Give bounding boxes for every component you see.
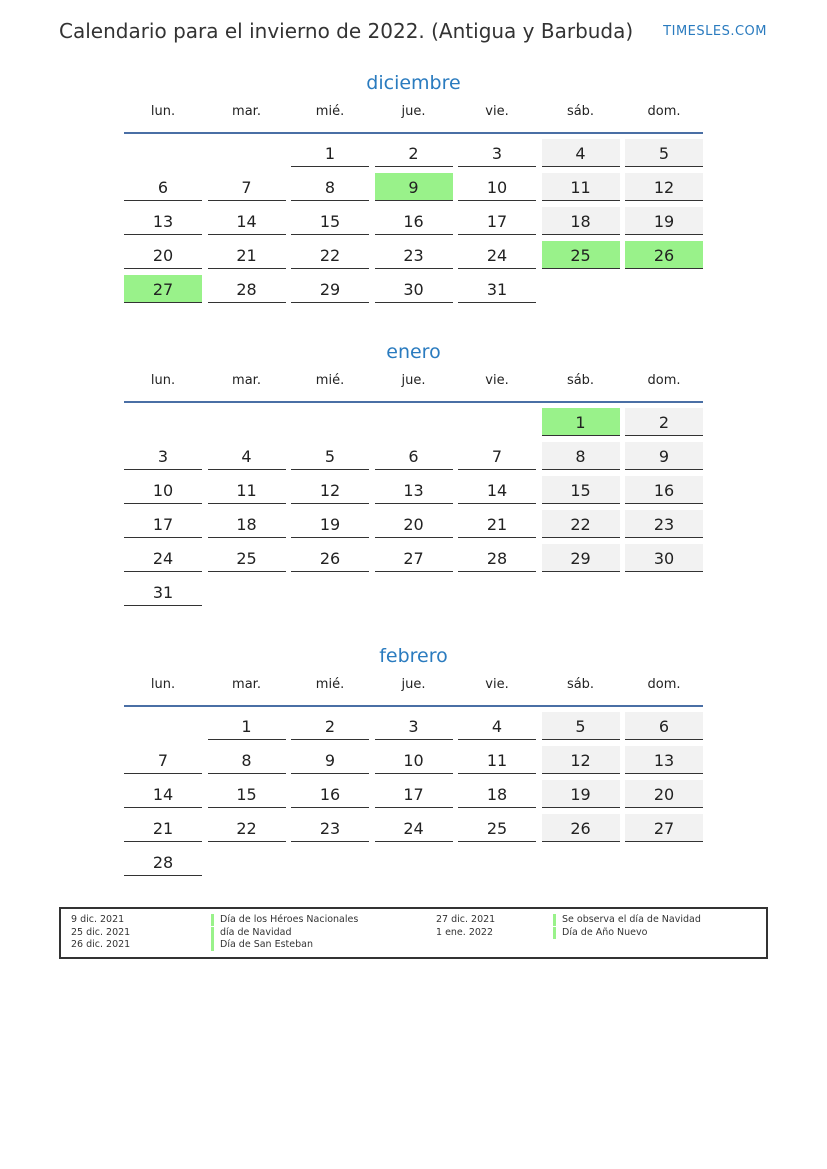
day-cell: 27 <box>375 544 453 572</box>
day-cell: 15 <box>291 207 369 235</box>
day-cell: 25 <box>458 814 536 842</box>
weekday-label: lun. <box>150 677 176 692</box>
weekday-label: sáb. <box>566 677 595 692</box>
weekday-label: mar. <box>232 104 261 119</box>
holiday-day-cell: 26 <box>625 241 703 269</box>
legend-date: 26 dic. 2021 <box>71 939 131 950</box>
weekday-label: jue. <box>401 104 426 119</box>
month-title: diciembre <box>366 72 461 94</box>
day-cell: 30 <box>625 544 703 572</box>
day-cell: 29 <box>291 275 369 303</box>
weekday-label: dom. <box>647 677 681 692</box>
day-cell: 17 <box>124 510 202 538</box>
weekday-header <box>124 104 703 132</box>
empty-cell <box>124 712 202 740</box>
day-cell: 16 <box>625 476 703 504</box>
day-cell: 7 <box>458 442 536 470</box>
month-block <box>124 337 703 606</box>
day-cell: 21 <box>458 510 536 538</box>
weekday-label: vie. <box>485 104 509 119</box>
day-cell: 16 <box>375 207 453 235</box>
holiday-day-cell: 27 <box>124 275 202 303</box>
day-cell: 7 <box>208 173 286 201</box>
day-cell: 2 <box>291 712 369 740</box>
day-cell: 19 <box>291 510 369 538</box>
day-cell: 4 <box>542 139 620 167</box>
day-cell: 14 <box>124 780 202 808</box>
day-cell: 23 <box>291 814 369 842</box>
day-grid <box>124 408 703 606</box>
empty-cell <box>208 408 286 436</box>
empty-cell <box>375 408 453 436</box>
day-cell: 9 <box>625 442 703 470</box>
day-cell: 11 <box>542 173 620 201</box>
day-cell: 25 <box>208 544 286 572</box>
weekday-label: sáb. <box>566 373 595 388</box>
empty-cell <box>458 408 536 436</box>
empty-cell <box>208 139 286 167</box>
legend-holiday-name: Día de los Héroes Nacionales <box>211 914 358 926</box>
day-cell: 22 <box>208 814 286 842</box>
weekday-label: vie. <box>485 677 509 692</box>
day-cell: 24 <box>458 241 536 269</box>
day-cell: 19 <box>542 780 620 808</box>
holiday-legend <box>59 907 768 959</box>
header-divider <box>124 132 703 134</box>
day-cell: 5 <box>625 139 703 167</box>
month-title: enero <box>386 341 441 363</box>
day-cell: 28 <box>458 544 536 572</box>
weekday-label: mar. <box>232 373 261 388</box>
weekday-label: mar. <box>232 677 261 692</box>
day-cell: 28 <box>208 275 286 303</box>
day-cell: 18 <box>458 780 536 808</box>
day-cell: 3 <box>124 442 202 470</box>
legend-holiday-name: Día de Año Nuevo <box>553 927 647 939</box>
legend-holiday-name: Se observa el día de Navidad <box>553 914 701 926</box>
day-cell: 10 <box>375 746 453 774</box>
header-divider <box>124 705 703 707</box>
day-cell: 20 <box>625 780 703 808</box>
day-cell: 19 <box>625 207 703 235</box>
day-cell: 17 <box>458 207 536 235</box>
day-cell: 7 <box>124 746 202 774</box>
day-cell: 4 <box>208 442 286 470</box>
weekday-label: dom. <box>647 104 681 119</box>
legend-date: 25 dic. 2021 <box>71 927 131 938</box>
day-cell: 6 <box>375 442 453 470</box>
day-cell: 28 <box>124 848 202 876</box>
day-cell: 12 <box>625 173 703 201</box>
day-cell: 15 <box>542 476 620 504</box>
day-cell: 8 <box>208 746 286 774</box>
day-cell: 24 <box>375 814 453 842</box>
day-cell: 3 <box>375 712 453 740</box>
day-cell: 11 <box>208 476 286 504</box>
day-cell: 14 <box>208 207 286 235</box>
day-cell: 23 <box>375 241 453 269</box>
empty-cell <box>124 139 202 167</box>
day-cell: 14 <box>458 476 536 504</box>
day-cell: 9 <box>291 746 369 774</box>
weekday-label: vie. <box>485 373 509 388</box>
day-cell: 1 <box>208 712 286 740</box>
day-cell: 10 <box>124 476 202 504</box>
weekday-label: dom. <box>647 373 681 388</box>
day-cell: 30 <box>375 275 453 303</box>
day-cell: 15 <box>208 780 286 808</box>
day-cell: 12 <box>291 476 369 504</box>
day-cell: 2 <box>625 408 703 436</box>
legend-date: 27 dic. 2021 <box>436 914 496 925</box>
empty-cell <box>124 408 202 436</box>
holiday-day-cell: 9 <box>375 173 453 201</box>
day-cell: 31 <box>124 578 202 606</box>
month-block <box>124 641 703 876</box>
legend-holiday-name: Día de San Esteban <box>211 939 313 951</box>
weekday-label: jue. <box>401 373 426 388</box>
day-cell: 18 <box>542 207 620 235</box>
day-cell: 31 <box>458 275 536 303</box>
weekday-label: sáb. <box>566 104 595 119</box>
weekday-label: lun. <box>150 373 176 388</box>
header-divider <box>124 401 703 403</box>
legend-holiday-name: día de Navidad <box>211 927 291 939</box>
weekday-label: lun. <box>150 104 176 119</box>
day-cell: 3 <box>458 139 536 167</box>
holiday-day-cell: 25 <box>542 241 620 269</box>
month-title: febrero <box>379 645 448 667</box>
day-cell: 13 <box>375 476 453 504</box>
day-cell: 20 <box>124 241 202 269</box>
day-cell: 10 <box>458 173 536 201</box>
day-cell: 23 <box>625 510 703 538</box>
legend-date: 9 dic. 2021 <box>71 914 125 925</box>
day-cell: 24 <box>124 544 202 572</box>
day-cell: 13 <box>124 207 202 235</box>
weekday-label: mié. <box>315 373 345 388</box>
day-grid <box>124 712 703 876</box>
day-cell: 18 <box>208 510 286 538</box>
weekday-label: jue. <box>401 677 426 692</box>
day-grid <box>124 139 703 303</box>
day-cell: 11 <box>458 746 536 774</box>
page-title: Calendario para el invierno de 2022. (Antigua y Barbuda) <box>59 19 634 43</box>
day-cell: 5 <box>291 442 369 470</box>
day-cell: 29 <box>542 544 620 572</box>
day-cell: 22 <box>542 510 620 538</box>
day-cell: 27 <box>625 814 703 842</box>
day-cell: 26 <box>542 814 620 842</box>
day-cell: 22 <box>291 241 369 269</box>
weekday-header <box>124 677 703 705</box>
day-cell: 21 <box>208 241 286 269</box>
weekday-header <box>124 373 703 401</box>
empty-cell <box>291 408 369 436</box>
day-cell: 6 <box>625 712 703 740</box>
day-cell: 13 <box>625 746 703 774</box>
day-cell: 1 <box>291 139 369 167</box>
month-block <box>124 68 703 303</box>
day-cell: 8 <box>291 173 369 201</box>
day-cell: 5 <box>542 712 620 740</box>
day-cell: 2 <box>375 139 453 167</box>
day-cell: 6 <box>124 173 202 201</box>
day-cell: 16 <box>291 780 369 808</box>
day-cell: 17 <box>375 780 453 808</box>
holiday-day-cell: 1 <box>542 408 620 436</box>
day-cell: 26 <box>291 544 369 572</box>
weekday-label: mié. <box>315 677 345 692</box>
day-cell: 8 <box>542 442 620 470</box>
day-cell: 21 <box>124 814 202 842</box>
day-cell: 12 <box>542 746 620 774</box>
brand-link[interactable]: TIMESLES.COM <box>663 24 767 39</box>
day-cell: 4 <box>458 712 536 740</box>
weekday-label: mié. <box>315 104 345 119</box>
day-cell: 20 <box>375 510 453 538</box>
legend-date: 1 ene. 2022 <box>436 927 493 938</box>
